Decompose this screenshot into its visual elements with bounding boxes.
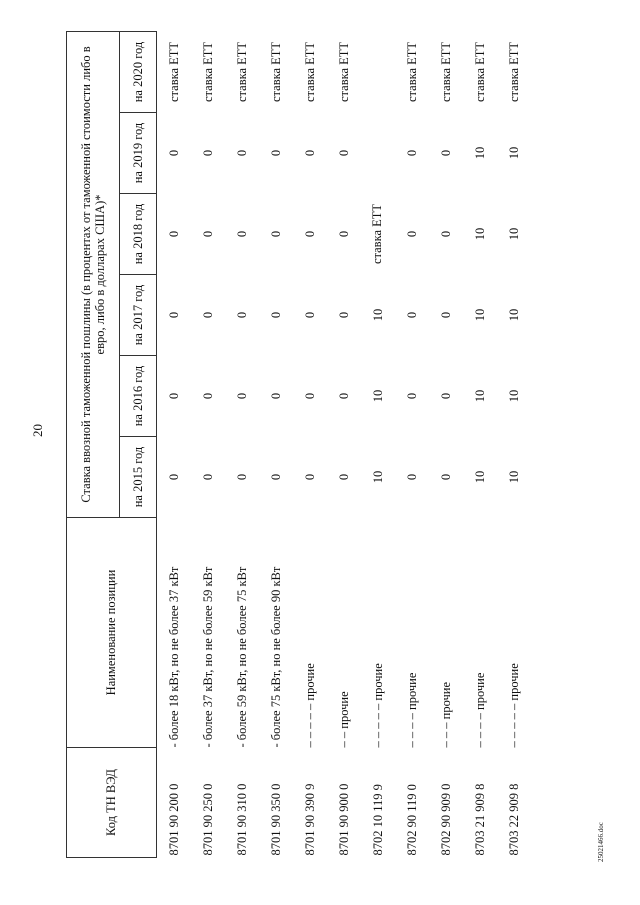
row-code: 8701 90 350 0 xyxy=(268,783,283,856)
rate-cell: ставка ЕТТ xyxy=(166,41,181,103)
rate-cell: ставка ЕТТ xyxy=(404,41,419,103)
rotated-tariff-table-container xyxy=(66,32,556,858)
rate-cell: 0 xyxy=(268,311,283,319)
rate-cell: 0 xyxy=(302,230,317,238)
footer-doc-code: 25021466.doc xyxy=(597,822,605,862)
row-code: 8702 90 909 0 xyxy=(438,783,453,856)
row-name: – – – прочие xyxy=(438,681,453,748)
header-year-2015: на 2015 год xyxy=(120,437,157,518)
rate-cell: 10 xyxy=(506,146,521,160)
row-code: 8701 90 390 9 xyxy=(302,783,317,856)
rate-cell: 0 xyxy=(302,392,317,400)
rate-cell: 0 xyxy=(336,311,351,319)
rate-cell: 0 xyxy=(268,149,283,157)
rate-cell: 0 xyxy=(166,149,181,157)
rate-cell: 10 xyxy=(472,146,487,160)
row-name: – – прочие xyxy=(336,691,351,748)
row-name: – – – – – прочие xyxy=(302,663,317,748)
rate-cell: 0 xyxy=(302,311,317,319)
rate-cell: 0 xyxy=(438,392,453,400)
rate-cell: 0 xyxy=(234,473,249,481)
rate-cell: ставка ЕТТ xyxy=(302,41,317,103)
row-name: - более 18 кВт, но не более 37 кВт xyxy=(166,566,181,748)
rate-cell: 0 xyxy=(200,149,215,157)
rate-cell: 0 xyxy=(166,311,181,319)
rate-cell: 0 xyxy=(302,473,317,481)
header-year-2020: на 2020 год xyxy=(120,31,157,112)
table-row xyxy=(429,31,463,857)
rate-cell: 10 xyxy=(506,227,521,241)
table-row xyxy=(463,31,497,857)
rate-cell: 0 xyxy=(404,230,419,238)
rate-cell: 0 xyxy=(234,230,249,238)
rate-cell: 0 xyxy=(438,149,453,157)
rate-cell: 0 xyxy=(200,392,215,400)
rate-cell: 0 xyxy=(404,149,419,157)
table-row xyxy=(497,31,531,857)
rate-cell: 10 xyxy=(472,308,487,322)
table-row xyxy=(395,31,429,857)
header-year-2016: на 2016 год xyxy=(120,356,157,437)
rate-cell: 0 xyxy=(268,230,283,238)
rate-cell: 10 xyxy=(506,389,521,403)
rate-cell: 0 xyxy=(200,230,215,238)
rate-cell: 10 xyxy=(370,470,385,484)
rate-cell: ставка ЕТТ xyxy=(438,41,453,103)
rate-cell: 0 xyxy=(336,230,351,238)
tariff-table xyxy=(66,31,531,858)
header-year-2019: на 2019 год xyxy=(120,113,157,194)
rate-cell: ставка ЕТТ xyxy=(336,41,351,103)
rate-cell: 10 xyxy=(370,308,385,322)
rate-cell: 0 xyxy=(302,149,317,157)
table-row xyxy=(191,31,225,857)
table-row xyxy=(361,31,395,857)
rate-cell: 0 xyxy=(234,149,249,157)
row-name: – – – – прочие xyxy=(472,672,487,748)
row-name: - более 37 кВт, но не более 59 кВт xyxy=(200,566,215,748)
rate-cell: 0 xyxy=(438,311,453,319)
row-code: 8702 10 119 9 xyxy=(370,784,385,856)
rate-cell: 0 xyxy=(166,473,181,481)
rate-cell: 10 xyxy=(506,470,521,484)
rate-cell: 0 xyxy=(166,230,181,238)
rate-cell: 0 xyxy=(234,392,249,400)
rate-cell: 0 xyxy=(268,392,283,400)
table-row xyxy=(259,31,293,857)
page-number: 20 xyxy=(30,424,45,437)
rate-cell: 0 xyxy=(234,311,249,319)
rate-cell: 0 xyxy=(336,473,351,481)
row-name: - более 59 кВт, но не более 75 кВт xyxy=(234,566,249,748)
header-rate: Ставка ввозной таможенной пошлины (в процентах от таможенной стоимости либо в евро, либо в долларах США)* xyxy=(67,31,120,517)
rate-cell: ставка ЕТТ xyxy=(370,203,385,265)
rate-cell: 10 xyxy=(472,470,487,484)
header-name: Наименование позиции xyxy=(67,518,157,748)
rate-cell: ставка ЕТТ xyxy=(234,41,249,103)
table-row xyxy=(225,31,259,857)
row-code: 8701 90 250 0 xyxy=(200,783,215,856)
header-year-2017: на 2017 год xyxy=(120,275,157,356)
rate-cell: 0 xyxy=(268,473,283,481)
table-body xyxy=(157,31,532,857)
header-year-2018: на 2018 год xyxy=(120,194,157,275)
rate-cell: ставка ЕТТ xyxy=(472,41,487,103)
rate-cell: 0 xyxy=(404,311,419,319)
row-name: – – – – – прочие xyxy=(370,663,385,748)
table-row xyxy=(157,31,192,857)
rate-cell: 0 xyxy=(438,230,453,238)
rate-cell xyxy=(361,113,395,194)
row-code: 8703 22 909 8 xyxy=(506,783,521,856)
row-name: - более 75 кВт, но не более 90 кВт xyxy=(268,566,283,748)
rate-cell: 10 xyxy=(472,389,487,403)
rate-cell: 0 xyxy=(336,149,351,157)
rate-cell: 10 xyxy=(506,308,521,322)
rate-cell: ставка ЕТТ xyxy=(506,41,521,103)
table-row xyxy=(293,31,327,857)
header-code: Код ТН ВЭД xyxy=(67,748,157,858)
row-code: 8701 90 310 0 xyxy=(234,783,249,856)
rate-cell xyxy=(361,31,395,112)
rate-cell: 0 xyxy=(404,392,419,400)
row-name: – – – – – прочие xyxy=(506,663,521,748)
row-code: 8701 90 900 0 xyxy=(336,783,351,856)
rate-cell: 0 xyxy=(404,473,419,481)
rate-cell: 10 xyxy=(370,389,385,403)
rate-cell: 10 xyxy=(472,227,487,241)
row-code: 8702 90 119 0 xyxy=(404,784,419,856)
rate-cell: 0 xyxy=(438,473,453,481)
rate-cell: 0 xyxy=(200,311,215,319)
row-name: – – – – прочие xyxy=(404,672,419,748)
rate-cell: 0 xyxy=(166,392,181,400)
row-code: 8703 21 909 8 xyxy=(472,783,487,856)
rate-cell: ставка ЕТТ xyxy=(200,41,215,103)
rate-cell: 0 xyxy=(336,392,351,400)
table-row xyxy=(327,31,361,857)
rate-cell: 0 xyxy=(200,473,215,481)
rate-cell: ставка ЕТТ xyxy=(268,41,283,103)
row-code: 8701 90 200 0 xyxy=(166,783,181,856)
